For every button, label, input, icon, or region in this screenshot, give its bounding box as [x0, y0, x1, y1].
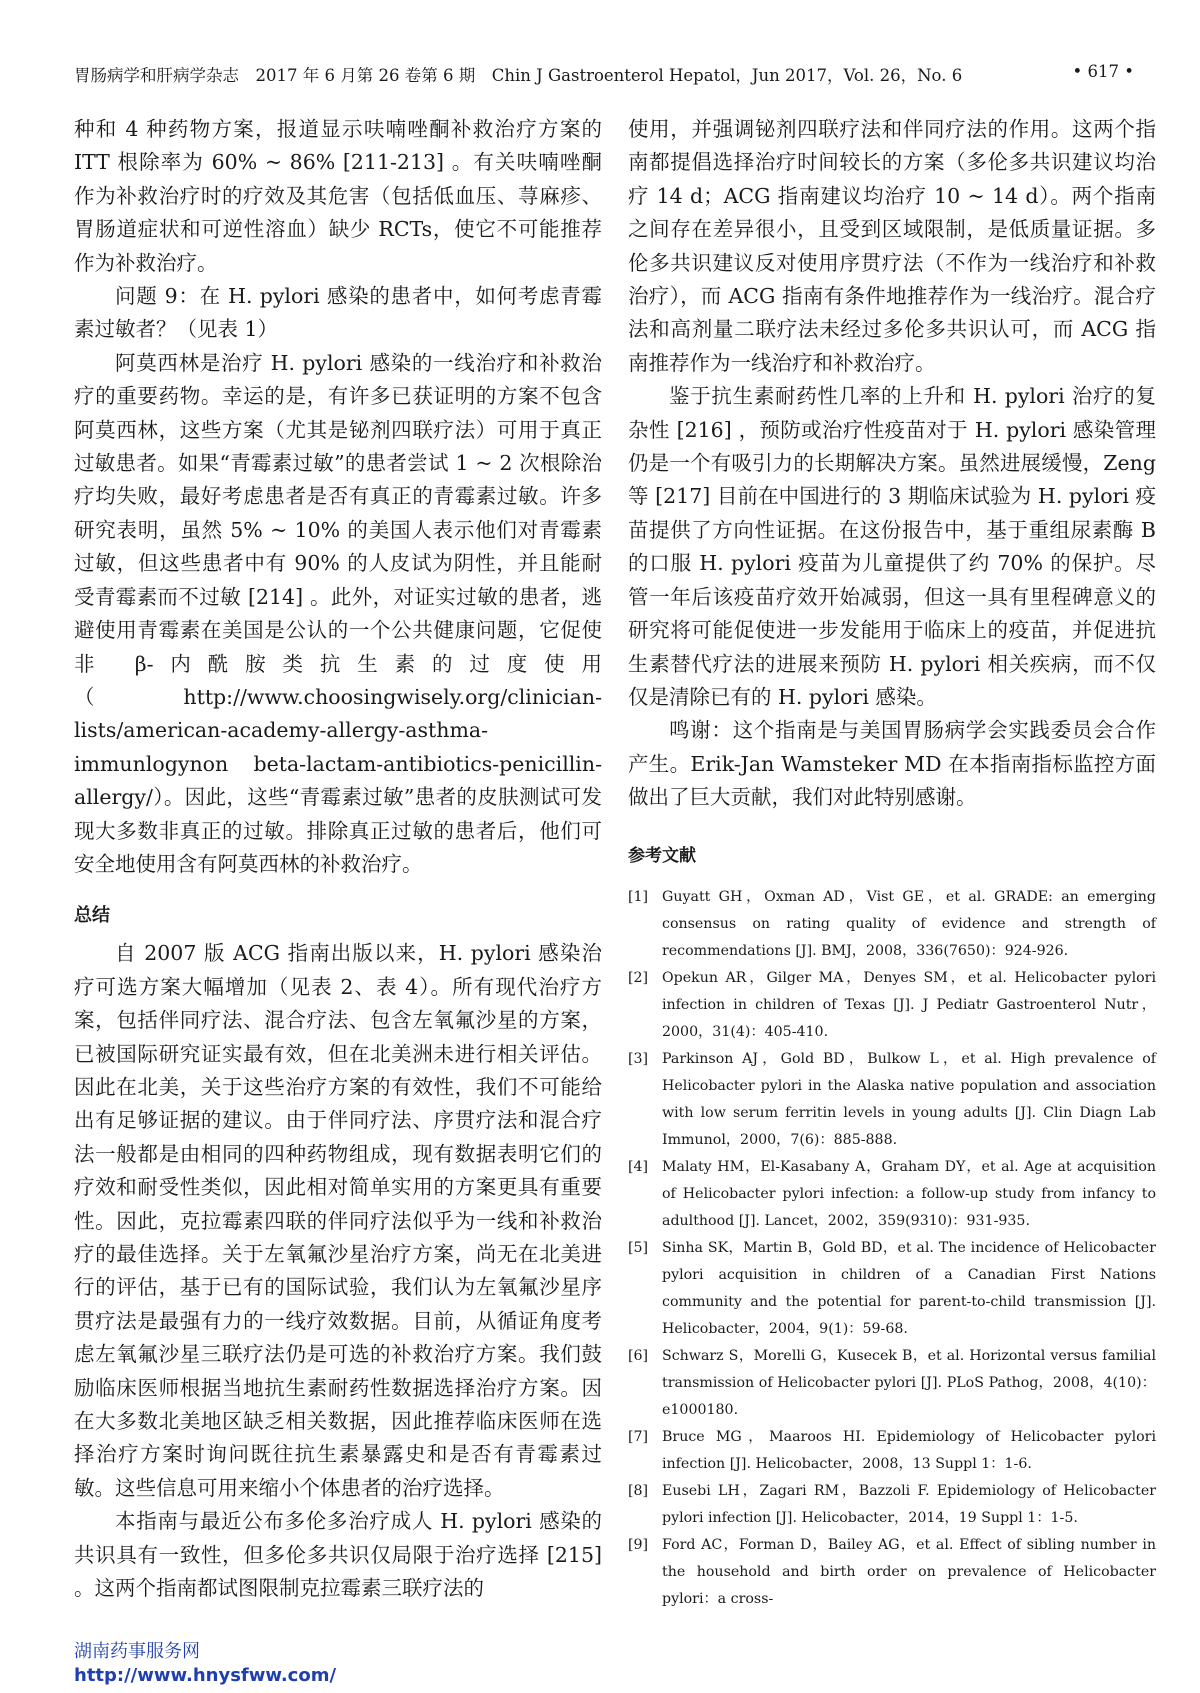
reference-item — [628, 1532, 1156, 1613]
site-url-link[interactable]: http://www.hnysfww.com/ — [74, 1665, 337, 1686]
reference-number: [7] — [628, 1428, 649, 1445]
page-number: • 617 • — [1072, 62, 1134, 81]
reference-item — [628, 1343, 1156, 1424]
reference-item — [628, 884, 1156, 965]
section-heading-summary: 总结 — [74, 905, 110, 927]
reference-number: [3] — [628, 1050, 649, 1067]
reference-text: Guyatt GH，Oxman AD，Vist GE，et al. GRADE: an emerging consensus on rating quality of evidence and strength of recommendations [J]. BMJ，2008，336(7650)：924-926. — [662, 888, 1156, 959]
journal-header: 胃肠病学和肝病学杂志 2017 年 6 月第 26 卷第 6 期 Chin J Gastroenterol Hepatol，Jun 2017，Vol. 26，No. 6 — [74, 66, 963, 85]
running-header — [74, 62, 1134, 86]
reference-text: Bruce MG，Maaroos HI. Epidemiology of Helicobacter pylori infection [J]. Helicobacter，2008，13 Suppl 1：1-6. — [662, 1428, 1156, 1472]
references-heading: 参考文献 — [628, 845, 696, 866]
reference-text: Malaty HM，El-Kasabany A，Graham DY，et al. Age at acquisition of Helicobacter pylori infection: a follow-up study from infancy to adulthood [J]. Lancet，2002，359(9310)：931-935. — [662, 1158, 1156, 1229]
paragraph: 自 2007 版 ACG 指南出版以来，H. pylori 感染治疗可选方案大幅增加（见表 2、表 4）。所有现代治疗方案，包括伴同疗法、混合疗法、包含左氧氟沙星的方案，已被国际研究证实最有效，但在北美洲未进行相关评估。因此在北美，关于这些治疗方案的有效性，我们不可能给出有足够证据的建议。由于伴同疗法、序贯疗法和混合疗法一般都是由相同的四种药物组成，现有数据表明它们的疗效和耐受性类似，因此相对简单实用的方案更具有重要性。因此，克拉霉素四联的伴同疗法似乎为一线和补救治疗的最佳选择。关于左氧氟沙星治疗方案，尚无在北美进行的评估，基于已有的国际试验，我们认为左氧氟沙星序贯疗法是最强有力的一线疗效数据。目前，从循证角度考虑左氧氟沙星三联疗法仍是可选的补救治疗方案。我们鼓励临床医师根据当地抗生素耐药性数据选择治疗方案。因在大多数北美地区缺乏相关数据，因此推荐临床医师在选择治疗方案时询问既往抗生素暴露史和是否有青霉素过敏。这些信息可用来缩小个体患者的治疗选择。 — [74, 941, 602, 1500]
watermark-footer — [74, 1640, 336, 1688]
reference-number: [2] — [628, 969, 649, 986]
reference-number: [5] — [628, 1239, 649, 1256]
question-9: 问题 9：在 H. pylori 感染的患者中，如何考虑青霉素过敏者？（见表 1） — [74, 284, 602, 342]
paragraph: 种和 4 种药物方案，报道显示呋喃唑酮补救治疗方案的 ITT 根除率为 60% ~ 86% [211-213] 。有关呋喃唑酮作为补救治疗时的疗效及其危害（包括低血压、荨麻疹、胃肠道症状和可逆性溶血）缺少 RCTs，使它不可能推荐作为补救治疗。 — [74, 117, 602, 275]
site-name: 湖南药事服务网 — [74, 1641, 200, 1662]
reference-text: Opekun AR，Gilger MA，Denyes SM，et al. Helicobacter pylori infection in children of Texas [J]. J Pediatr Gastroenterol Nutr，2000，31(4)：405-410. — [662, 969, 1156, 1040]
reference-text: Parkinson AJ，Gold BD，Bulkow L，et al. High prevalence of Helicobacter pylori in the Alaska native population and association with low serum ferritin levels in young adults [J]. Clin Diagn Lab Immunol，2000，7(6)：885-888. — [662, 1050, 1156, 1148]
reference-number: [4] — [628, 1158, 649, 1175]
reference-text: Ford AC，Forman D，Bailey AG，et al. Effect of sibling number in the household and birth order on prevalence of Helicobacter pylori：a cross- — [662, 1536, 1156, 1607]
reference-text: Schwarz S，Morelli G，Kusecek B，et al. Horizontal versus familial transmission of Helicobacter pylori [J]. PLoS Pathog，2008，4(10)：e1000180. — [662, 1347, 1156, 1418]
left-column — [74, 113, 602, 1605]
paragraph: 使用，并强调铋剂四联疗法和伴同疗法的作用。这两个指南都提倡选择治疗时间较长的方案（多伦多共识建议均治疗 14 d；ACG 指南建议均治疗 10 ~ 14 d）。两个指南之间存在差异很小，且受到区域限制，是低质量证据。多伦多共识建议反对使用序贯疗法（不作为一线治疗和补救治疗），而 ACG 指南有条件地推荐作为一线治疗。混合疗法和高剂量二联疗法未经过多伦多共识认可，而 ACG 指南推荐作为一线治疗和补救治疗。 — [628, 117, 1156, 375]
reference-item — [628, 1478, 1156, 1532]
paragraph: 阿莫西林是治疗 H. pylori 感染的一线治疗和补救治疗的重要药物。幸运的是，有许多已获证明的方案不包含阿莫西林，这些方案（尤其是铋剂四联疗法）可用于真正过敏患者。如果“青霉素过敏”的患者尝试 1 ~ 2 次根除治疗均失败，最好考虑患者是否有真正的青霉素过敏。许多研究表明，虽然 5% ~ 10% 的美国人表示他们对青霉素过敏，但这些患者中有 90% 的人皮试为阴性，并且能耐受青霉素而不过敏 [214] 。此外，对证实过敏的患者，逃避使用青霉素在美国是公认的一个公共健康问题，它促使非 β-内酰胺类抗生素的过度使用（http://www.choosingwisely.org/clinician-lists/american-academy-allergy-asthma-immunlogynon beta-lactam-antibiotics-penicillin-allergy/）。因此，这些“青霉素过敏”患者的皮肤测试可发现大多数非真正的过敏。排除真正过敏的患者后，他们可安全地使用含有阿莫西林的补救治疗。 — [74, 350, 602, 876]
reference-number: [8] — [628, 1482, 649, 1499]
right-column — [628, 113, 1156, 1613]
reference-item — [628, 1154, 1156, 1235]
reference-text: Eusebi LH，Zagari RM，Bazzoli F. Epidemiology of Helicobacter pylori infection [J]. Helicobacter，2014，19 Suppl 1：1-5. — [662, 1482, 1156, 1526]
reference-number: [6] — [628, 1347, 649, 1364]
paragraph: 鉴于抗生素耐药性几率的上升和 H. pylori 治疗的复杂性 [216] ，预防或治疗性疫苗对于 H. pylori 感染管理仍是一个有吸引力的长期解决方案。虽然进展缓慢，Zeng 等 [217] 目前在中国进行的 3 期临床试验为 H. pylori 疫苗提供了方向性证据。在这份报告中，基于重组尿素酶 B 的口服 H. pylori 疫苗为儿童提供了约 70% 的保护。尽管一年后该疫苗疗效开始减弱，但这一具有里程碑意义的研究将可能促使进一步发能用于临床上的疫苗，并促进抗生素替代疗法的进展来预防 H. pylori 相关疾病，而不仅仅是清除已有的 H. pylori 感染。 — [628, 384, 1156, 709]
acknowledgement: 鸣谢：这个指南是与美国胃肠病学会实践委员会合作产生。Erik-Jan Wamsteker MD 在本指南指标监控方面做出了巨大贡献，我们对此特别感谢。 — [628, 718, 1156, 810]
paragraph: 本指南与最近公布多伦多治疗成人 H. pylori 感染的共识具有一致性，但多伦多共识仅局限于治疗选择 [215] 。这两个指南都试图限制克拉霉素三联疗法的 — [74, 1509, 602, 1601]
reference-text: Sinha SK，Martin B，Gold BD，et al. The incidence of Helicobacter pylori acquisition in children of a Canadian First Nations community and the potential for parent-to-child transmission [J]. Helicobacter，2004，9(1)：59-68. — [662, 1239, 1156, 1337]
reference-number: [1] — [628, 888, 649, 905]
reference-number: [9] — [628, 1536, 649, 1553]
reference-item — [628, 965, 1156, 1046]
reference-item — [628, 1046, 1156, 1154]
reference-list — [628, 884, 1156, 1613]
reference-item — [628, 1424, 1156, 1478]
reference-item — [628, 1235, 1156, 1343]
